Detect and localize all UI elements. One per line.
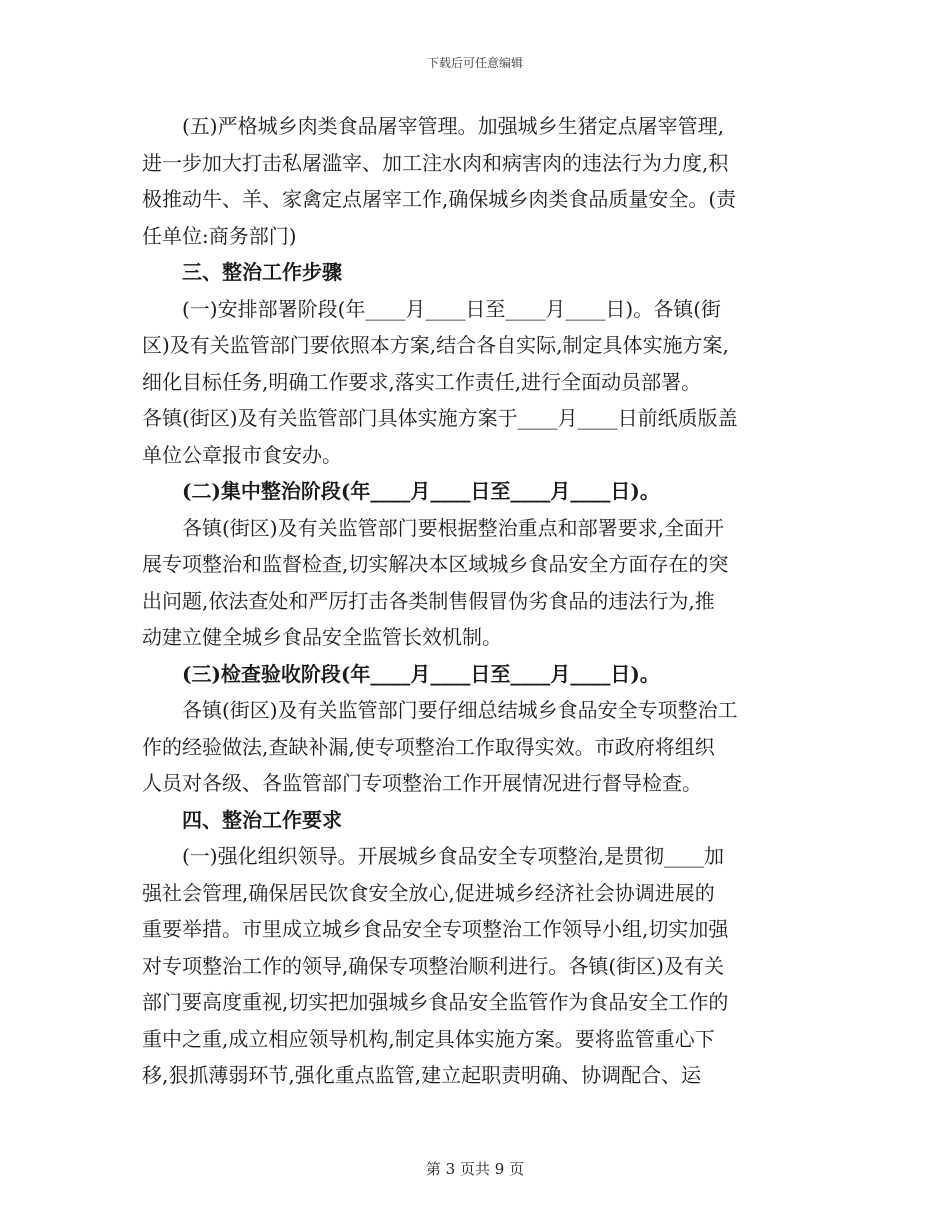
heading-text: (二)集中整治阶段(年____月____日至____月____日)。 bbox=[182, 479, 660, 503]
text-line: (一)安排部署阶段(年____月____日至____月____日)。各镇(街 bbox=[182, 296, 722, 321]
text-line: 各镇(街区)及有关监管部门具体实施方案于____月____日前纸质版盖 bbox=[142, 406, 738, 430]
text-line: (一)强化组织领导。开展城乡食品安全专项整治,是贯彻____加 bbox=[182, 844, 724, 868]
text-line: 展专项整治和监督检查,切实解决本区域城乡食品安全方面存在的突 bbox=[142, 552, 729, 576]
heading-text: (三)检查验收阶段(年____月____日至____月____日)。 bbox=[182, 661, 660, 686]
text-line: 区)及有关监管部门要依照本方案,结合各自实际,制定具体实施方案, bbox=[142, 333, 729, 357]
text-line: 各镇(街区)及有关监管部门要仔细总结城乡食品安全专项整治工 bbox=[182, 698, 738, 722]
text-line: 重要举措。市里成立城乡食品安全专项整治工作领导小组,切实加强 bbox=[142, 917, 729, 941]
text-line: (五)严格城乡肉类食品屠宰管理。加强城乡生猪定点屠宰管理, bbox=[182, 114, 724, 138]
text-line: 单位公章报市食安办。 bbox=[142, 442, 342, 467]
section-heading-requirements bbox=[142, 802, 802, 839]
text-line: 极推动牛、羊、家禽定点屠宰工作,确保城乡肉类食品质量安全。(责 bbox=[142, 187, 737, 211]
text-line: 进一步加大打击私屠滥宰、加工注水肉和病害肉的违法行为力度,积 bbox=[142, 150, 729, 175]
paragraph-leadership bbox=[142, 838, 802, 1094]
text-line: 强社会管理,确保居民饮食安全放心,促进城乡经济社会协调进展的 bbox=[142, 880, 715, 905]
text-line: 重中之重,成立相应领导机构,制定具体实施方案。要将监管重心下 bbox=[142, 1026, 715, 1051]
text-line: 动建立健全城乡食品安全监管长效机制。 bbox=[142, 625, 502, 649]
subheading-inspection bbox=[142, 656, 802, 693]
text-line: 作的经验做法,查缺补漏,使专项整治工作取得实效。市政府将组织 bbox=[142, 734, 715, 759]
text-line: 对专项整治工作的领导,确保专项整治顺利进行。各镇(街区)及有关 bbox=[142, 953, 724, 978]
text-line: 人员对各级、各监管部门专项整治工作开展情况进行督导检查。 bbox=[142, 771, 702, 795]
text-line: 细化目标任务,明确工作要求,落实工作责任,进行全面动员部署。 bbox=[142, 369, 702, 394]
page-footer: 第 3 页共 9 页 bbox=[425, 1160, 525, 1178]
text-line: 任单位:商务部门) bbox=[142, 223, 297, 248]
section-heading-steps bbox=[142, 254, 802, 291]
page-header: 下载后可任意编辑 bbox=[426, 56, 523, 70]
paragraph-slaughter bbox=[142, 108, 802, 254]
paragraph-inspection bbox=[142, 692, 802, 802]
text-line: 移,狠抓薄弱环节,强化重点监管,建立起职责明确、协调配合、运 bbox=[142, 1063, 702, 1087]
paragraph-concentrated bbox=[142, 510, 802, 656]
paragraph-deployment bbox=[142, 291, 802, 474]
text-line: 出问题,依法查处和严厉打击各类制售假冒伪劣食品的违法行为,推 bbox=[142, 588, 715, 613]
document-body bbox=[142, 108, 802, 1094]
heading-text: 四、整治工作要求 bbox=[182, 807, 342, 832]
text-line: 部门要高度重视,切实把加强城乡食品安全监管作为食品安全工作的 bbox=[142, 990, 729, 1014]
heading-text: 三、整治工作步骤 bbox=[182, 260, 342, 284]
text-line: 各镇(街区)及有关监管部门要根据整治重点和部署要求,全面开 bbox=[182, 515, 724, 540]
subheading-concentrated bbox=[142, 473, 802, 510]
